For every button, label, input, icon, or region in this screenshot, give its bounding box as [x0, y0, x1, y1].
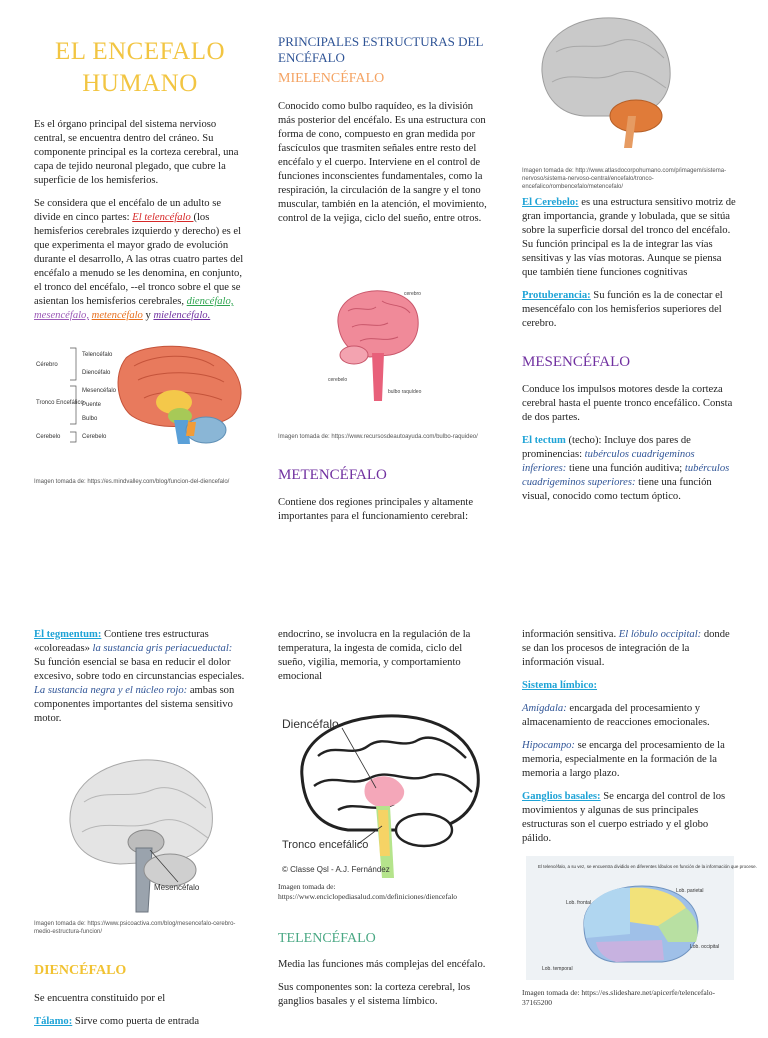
brain-parts-figure [34, 340, 248, 452]
fig-side-cerebelo: Cerebelo [36, 434, 61, 440]
link-metencefalo[interactable]: metencéfalo [91, 310, 143, 321]
link-telencefalo[interactable]: El telencéfalo [132, 212, 194, 223]
tegmentum-paragraph: El tegmentum: Contiene tres estructuras «coloreadas» la sustancia gris periacueductal: Su función esencial se basa en reducir el dolor excesivo, sobre todo en circunstancias especiales. La sustancia negra y el núcleo rojo: ambas son componentes importantes del sistema sensitivo motor. [34, 629, 245, 724]
column-3 [522, 196, 736, 513]
figure-5-caption: Imagen tomada de: https://www.enciclopediasalud.com/definiciones/diencefalo [278, 882, 458, 901]
term-tectum[interactable]: El tectum [522, 435, 566, 446]
diencefalo-paragraph: Se encuentra constituido por el [34, 993, 166, 1004]
term-cerebelo[interactable]: El Cerebelo: [522, 197, 579, 208]
fig-label-occipital: Lob. occipital [690, 944, 720, 950]
fig-label-bulbo: Bulbo [82, 416, 98, 422]
subheading-metencefalo: METENCÉFALO [278, 467, 387, 483]
fig-label-frontal: Lob. frontal [566, 900, 592, 906]
mesencefalo-figure [60, 752, 220, 912]
link-diencefalo[interactable]: diencéfalo, [186, 296, 234, 307]
fig-label-parietal: Lob. parietal [676, 888, 704, 894]
fig-label-tronco: Tronco encefálico [282, 839, 369, 851]
figure-3-caption: Imagen tomada de: http://www.atlasdocorpohumano.com/p/imagem/sistema-nervoso/sistema-nervoso-central/encefalo/tronco-encefalico/rombencefalo/metencefalo/ [522, 168, 727, 190]
subheading-telencefalo: TELENCÉFALO [278, 931, 376, 946]
lobes-figure [526, 856, 757, 980]
telencefalo-block [278, 932, 490, 1018]
fig-label-temporal: Lob. temporal [542, 966, 573, 972]
telencefalo-components: Sus componentes son: la corteza cerebral, los ganglios basales y el sistema límbico. [278, 982, 471, 1007]
bulbo-illustration [318, 283, 446, 401]
tectum-paragraph: El tectum (techo): Incluye dos pares de prominencias: tubérculos cuadrigeminos inferiores: tiene una función auditiva; tubérculos cuadrigeminos superiores: tiene una función visual, conocido como tectum óptico. [522, 435, 730, 502]
mesencefalo-illustration [60, 752, 220, 912]
section-heading: PRINCIPALES ESTRUCTURAS DEL ENCÉFALO [278, 34, 483, 65]
term-tegmentum[interactable]: El tegmentum: [34, 629, 102, 640]
figure-1-caption: Imagen tomada de: https://es.mindvalley.com/blog/funcion-del-diencefalo/ [34, 479, 230, 485]
figure-6-caption: Imagen tomada de: https://es.slideshare.net/apicerfe/telencefalo-37165200 [522, 988, 716, 1007]
column-1 [34, 36, 246, 332]
telencefalo-paragraph: Media las funciones más complejas del encéfalo. [278, 959, 486, 970]
figure-4-caption: Imagen tomada de: https://www.psicoactiva.com/blog/mesencefalo-cerebro-medio-estructura-funcion/ [34, 921, 236, 935]
link-mielencefalo[interactable]: mielencéfalo. [153, 310, 211, 321]
subheading-mielencefalo: MIELENCÉFALO [278, 71, 385, 86]
diencefalo-figure [278, 706, 490, 878]
diencefalo-block [34, 964, 246, 1038]
fig-label-telencefalo: Telencéfalo [82, 352, 113, 358]
diencefalo-continuation: endocrino, se involucra en la regulación de la temperatura, la ingesta de comida, ciclo del sueño, vigilia, memoria, y comportamiento emocional [278, 629, 471, 682]
subheading-diencefalo: DIENCÉFALO [34, 963, 127, 978]
term-protuberancia[interactable]: Protuberancia: [522, 290, 591, 301]
link-mesencefalo[interactable]: mesencéfalo, [34, 310, 90, 321]
fig-label-diencefalo: Diencéfalo [82, 370, 111, 376]
hipocampo-paragraph: Hipocampo: se encarga del procesamiento de la memoria, especialmente en la formación de la memoria a largo plazo. [522, 740, 725, 779]
term-talamo[interactable]: Tálamo: [34, 1016, 73, 1027]
mielencefalo-paragraph: Conocido como bulbo raquídeo, es la división más posterior del encéfalo. Es una estructura con forma de cono, compuesto en gran medida por fascículos que trasmiten señales entre resto del encéfalo y el cuerpo. Interviene en el control de funciones inconscientes fundamentales, como la respiración, la circulación de la sangre y el tono muscular, también en la atención, el movimiento, control de la vejiga, ciclo del sueño, entre otros. [278, 101, 487, 224]
fig-caption-top: El telencéfalo, a su vez, se encuentra dividido en diferentes lóbulos en función de la información que procese. [538, 864, 757, 869]
bulbo-figure [318, 283, 446, 401]
lobes-illustration [526, 856, 757, 980]
metencefalo-block [278, 468, 490, 533]
fig-label-bulbo: bulbo raquídeo [388, 389, 422, 395]
metencefalo-paragraph: Contiene dos regiones principales y altamente importantes para el funcionamiento cerebral: [278, 497, 474, 522]
fig-side-tronco: Tronco Encefálico [36, 400, 84, 406]
ganglios-paragraph: Ganglios basales: Se encarga del control de los movimientos y algunas de sus principales estructuras son el cuerpo estriado y el globo pálido. [522, 791, 726, 844]
subheading-mesencefalo: MESENCÉFALO [522, 354, 631, 370]
mesencefalo-paragraph: Conduce los impulsos motores desde la corteza cerebral hasta el puente tronco encefálico. Consta de dos partes. [522, 384, 733, 423]
parts-paragraph: Se considera que el encéfalo de un adulto se divide en cinco partes: El telencéfalo (los hemisferios cerebrales izquierdo y derecho) es el que experimenta el mayor grado de evolución durante el desarrollo, A las otras cuatro partes del encéfalo a menudo se les denomina, en conjunto, el tronco del encéfalo, --el tronco sobre el que se asientan los hemisferios cerebrales, diencéfalo, mesencéfalo, metencéfalo y mielencéfalo. [34, 198, 244, 321]
talamo-paragraph: Tálamo: Sirve como puerta de entrada [34, 1016, 200, 1027]
diencefalo-illustration [278, 706, 490, 878]
fig-label-cerebelo: cerebelo [328, 377, 348, 383]
fig-label-puente: Puente [82, 402, 102, 408]
intro-paragraph: Es el órgano principal del sistema nervioso central, se encuentra dentro del cráneo. Su componente principal es la corteza cerebral, una capa de tejido neuronal plegado, que cubre la superficie de los hemisferios. [34, 119, 239, 186]
cerebellum-figure [536, 12, 676, 148]
cerebelo-paragraph: El Cerebelo: es una estructura sensitivo motriz de gran importancia, grande y lobulada, que se sitúa sobre la superficie dorsal del tronco del encéfalo. Su función principal es la de integrar las vías sensitivas y las vías motoras. Aunque se piensa que también tiene funciones cognitivas [522, 197, 736, 278]
fig-label-cerebelo: Cerebelo [82, 434, 107, 440]
fig-label-mesencefalo: Mesencéfalo [154, 883, 200, 892]
amigdala-paragraph: Amígdala: encargada del procesamiento y almacenamiento de reacciones emocionales. [522, 703, 710, 728]
figure-2-caption: Imagen tomada de: https://www.recursosdeautoayuda.com/bulbo-raquideo/ [278, 434, 478, 440]
fig-label-cerebro: cerebro [404, 291, 421, 297]
cerebellum-illustration [536, 12, 676, 148]
fig-label-mesencefalo: Mesencéfalo [82, 388, 117, 394]
protuberancia-paragraph: Protuberancia: Su función es la de conectar el mesencéfalo con los hemisferios superiores del cerebro. [522, 290, 723, 329]
column-5 [278, 628, 490, 693]
column-4 [34, 628, 246, 735]
fig-title-diencefalo: Diencéfalo [282, 717, 339, 731]
term-ganglios-basales[interactable]: Ganglios basales: [522, 791, 601, 802]
limbico-heading [522, 679, 736, 693]
term-sistema-limbico[interactable]: Sistema límbico: [522, 680, 598, 691]
column-2 [278, 34, 488, 235]
page-title: EL ENCEFALO HUMANO [54, 38, 226, 97]
occipital-paragraph: información sensitiva. El lóbulo occipital: donde se dan los procesos de integración de la información visual. [522, 629, 730, 668]
brain-parts-illustration [34, 340, 248, 452]
fig-side-cerebro: Cérebro [36, 362, 58, 368]
fig-credit: © Classe Qsl - A.J. Fernández [282, 865, 390, 874]
column-6 [522, 628, 736, 855]
